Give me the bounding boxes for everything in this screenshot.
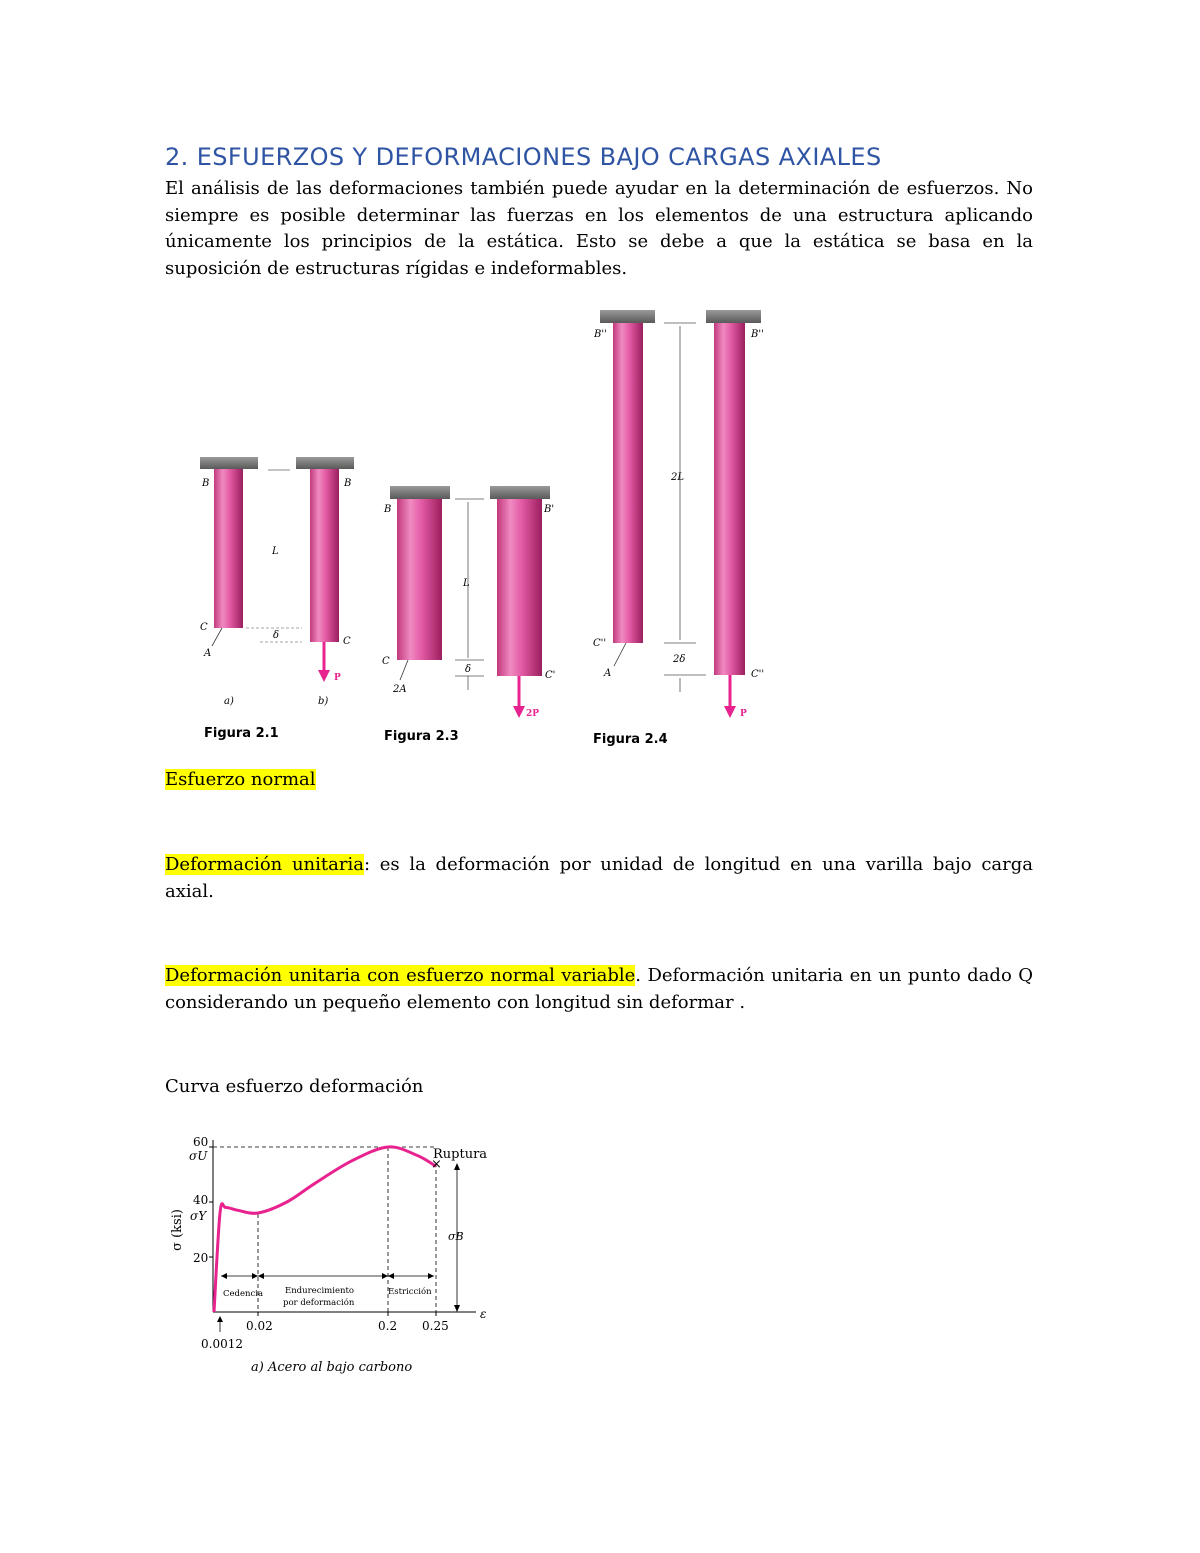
label-c: C: [343, 636, 351, 647]
y-tick-label-20: 20: [193, 1251, 209, 1265]
chart-caption: a) Acero al bajo carbono: [251, 1360, 413, 1375]
page-title: 2. ESFUERZOS Y DEFORMACIONES BAJO CARGAS AXIALES: [165, 143, 882, 171]
x-tick-label: 0.02: [246, 1319, 273, 1333]
support: [490, 486, 550, 499]
label-2l: 2L: [671, 472, 685, 483]
arrowhead: [388, 1273, 394, 1279]
term-unit-strain: Deformación unitaria: [165, 854, 364, 875]
rod-b: [497, 499, 542, 676]
rod-b: [714, 323, 745, 675]
rod-a: [214, 469, 243, 628]
leader-line: [614, 643, 626, 666]
region-por-deformacion: por deformación: [283, 1298, 355, 1308]
sigma-y-label: σY: [190, 1209, 207, 1223]
leader-line: [400, 660, 408, 680]
figure-caption: Figura 2.1: [204, 726, 279, 741]
figure-caption: Figura 2.3: [384, 729, 459, 744]
label-2p: 2P: [526, 709, 540, 719]
rod-a: [397, 499, 442, 660]
variable-strain-definition: . Deformación unitaria en un punto dado Q considerando un pequeño elemento con longitud sin deformar .: [165, 965, 1033, 1013]
load-arrowhead: [724, 706, 736, 718]
label-b-prime: B': [544, 504, 555, 515]
y-tick-label-60: 60: [193, 1135, 209, 1149]
label-delta: δ: [273, 630, 280, 641]
label-2delta: 2δ: [673, 654, 686, 665]
unit-strain-definition: : es la deformación por unidad de longitud en una varilla bajo carga axial.: [165, 854, 1033, 902]
y-ticks: [189, 1135, 213, 1265]
variable-strain-paragraph: [165, 963, 1033, 1016]
label-p: P: [740, 709, 747, 719]
label-b-sub: b): [318, 696, 329, 707]
x-tick-label: 0.2: [378, 1319, 398, 1333]
label-a: A: [604, 668, 612, 679]
support: [200, 457, 258, 469]
figure-2-1: [200, 457, 354, 741]
rupture-marker: ×: [431, 1157, 442, 1172]
curve-title: Curva esfuerzo deformación: [165, 1076, 424, 1097]
arrowhead: [252, 1273, 258, 1279]
x-tick-label-first: 0.0012: [201, 1337, 243, 1351]
rupture-label: Ruptura: [433, 1147, 488, 1162]
label-b: B: [202, 478, 210, 489]
support: [296, 457, 354, 469]
term-variable-strain: Deformación unitaria con esfuerzo normal variable: [165, 965, 636, 986]
label-p: P: [334, 673, 341, 683]
label-c-double-prime: C'': [593, 638, 607, 649]
x-tick-label: 0.25: [422, 1319, 449, 1333]
x-ticks: [201, 1312, 449, 1351]
label-l: L: [463, 578, 470, 589]
intro-paragraph: El análisis de las deformaciones también puede ayudar en la determinación de esfuerzos. No siempre es posible determinar las fuerzas en los elementos de una estructura aplicando únicamente los principios de la estática. Esto se debe a que la estática se basa en la suposición de estructuras rígidas e indeformables.: [165, 178, 1033, 279]
region-arrows: [221, 1273, 434, 1279]
arrowhead: [258, 1273, 264, 1279]
x-axis-label: ε: [480, 1307, 487, 1321]
label-delta: δ: [465, 664, 472, 675]
y-axis-label: σ (ksi): [170, 1209, 185, 1251]
label-a: A: [204, 648, 212, 659]
arrowhead: [454, 1163, 460, 1170]
label-c: C: [382, 656, 390, 667]
y-tick-label-40: 40: [193, 1193, 209, 1207]
leader-line: [212, 628, 222, 646]
support: [706, 310, 761, 323]
label-c-double-prime: C'': [751, 669, 765, 680]
arrowhead: [221, 1273, 227, 1279]
label-2a: 2A: [393, 684, 407, 695]
label-b-double-prime: B'': [751, 329, 764, 340]
sigma-b-label: σB: [448, 1230, 464, 1243]
load-arrowhead: [318, 670, 330, 682]
normal-stress-paragraph: [165, 767, 1033, 794]
sigma-u-label: σU: [189, 1149, 208, 1163]
label-b: B: [384, 504, 392, 515]
load-arrowhead: [513, 706, 525, 718]
arrowhead: [428, 1273, 434, 1279]
stress-strain-chart: [160, 1125, 510, 1380]
region-endurecimiento: Endurecimiento: [285, 1286, 354, 1296]
region-estriccion: Estricción: [388, 1287, 432, 1297]
figure-caption: Figura 2.4: [593, 732, 668, 747]
arrowhead: [382, 1273, 388, 1279]
label-l: L: [272, 546, 279, 557]
rod-a: [613, 323, 643, 643]
support: [600, 310, 655, 323]
unit-strain-paragraph: [165, 852, 1033, 905]
arrowhead: [217, 1316, 223, 1322]
label-a-sub: a): [224, 696, 234, 707]
figure-2-4: [593, 310, 764, 747]
label-c: C: [200, 622, 208, 633]
support: [390, 486, 450, 499]
label-c-prime: C': [545, 670, 556, 681]
arrowhead: [454, 1305, 460, 1312]
label-b: B: [344, 478, 352, 489]
term-normal-stress: Esfuerzo normal: [165, 769, 316, 790]
rod-figures: [190, 305, 790, 755]
label-b-double-prime: B'': [594, 329, 607, 340]
region-cedencia: Cedencia: [223, 1289, 264, 1299]
figure-2-3: [382, 486, 555, 744]
rod-b: [310, 469, 339, 642]
